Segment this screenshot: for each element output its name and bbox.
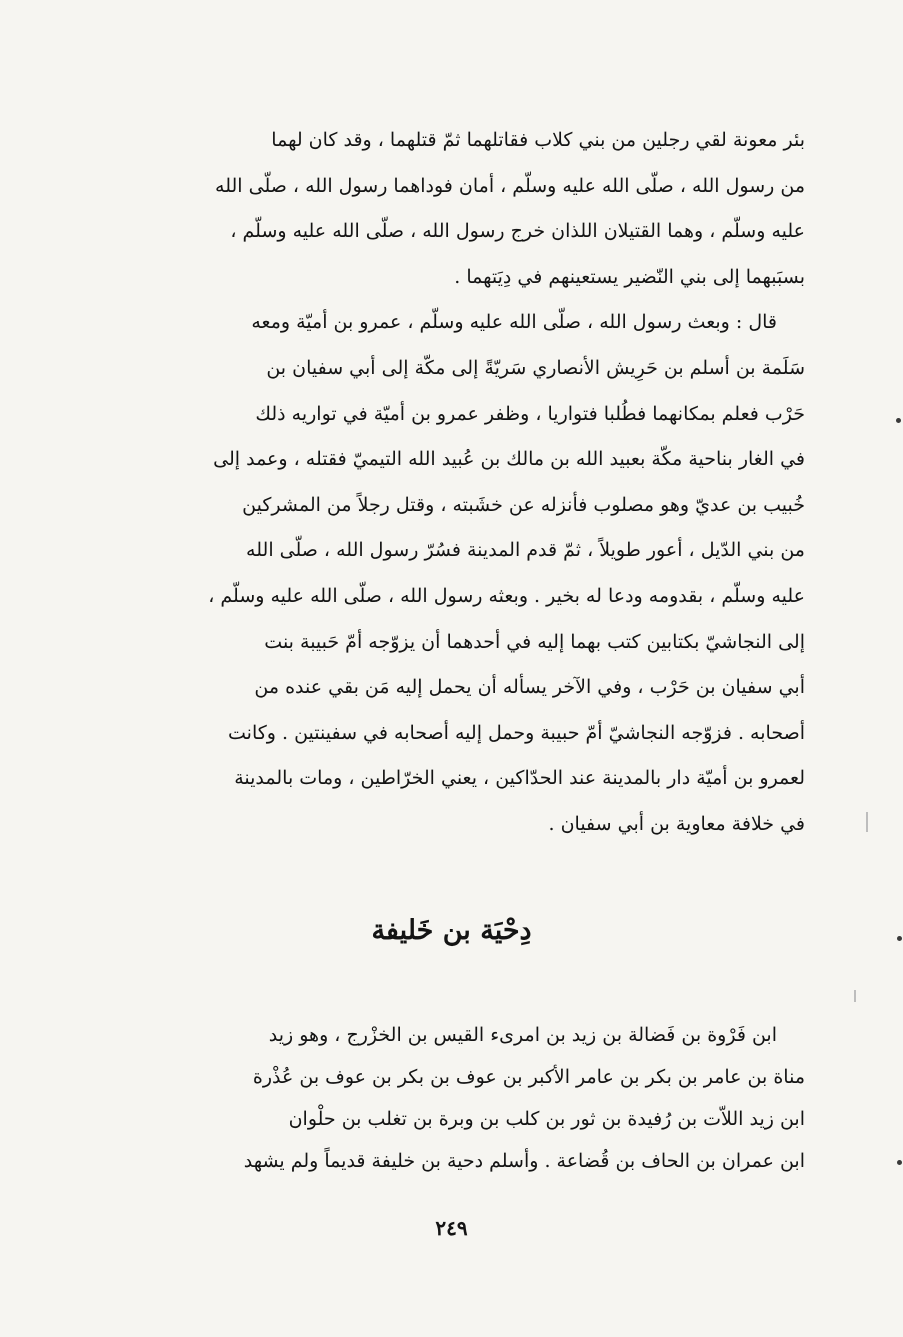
margin-mark	[897, 1160, 902, 1165]
text-line: عليه وسلّم ، بقدومه ودعا له بخير . وبعثه رسول الله ، صلّى الله عليه وسلّم ،	[208, 584, 805, 607]
scan-speck	[854, 990, 856, 1002]
paragraph-1	[105, 118, 805, 300]
text-line: ابن فَرْوة بن فَضالة بن زيد بن امرىء القيس بن الخزْرج ، وهو زيد	[268, 1024, 777, 1046]
text-line: أصحابه . فزوّجه النجاشيّ أمّ حبيبة وحمل إليه أصحابه في سفينتين . وكانت	[228, 721, 805, 744]
text-line: ابن عمران بن الحاف بن قُضاعة . وأسلم دحية بن خليفة قديماً ولم يشهد	[243, 1150, 805, 1172]
text-line: في خلافة معاوية بن أبي سفيان .	[548, 812, 805, 835]
paragraph-3	[105, 1014, 805, 1182]
page-number: ٢٤٩	[435, 1216, 468, 1240]
margin-mark	[897, 936, 902, 941]
margin-mark	[896, 418, 901, 423]
text-line: سَلَمة بن أسلم بن حَرِيش الأنصاري سَريّةً إلى مكّة إلى أبي سفيان بن	[266, 356, 805, 379]
text-line: من رسول الله ، صلّى الله عليه وسلّم ، أمان فوداهما رسول الله ، صلّى الله	[215, 174, 805, 197]
text-line: بسبَبهما إلى بني النّضير يستعينهم في دِيَتهما .	[454, 265, 805, 288]
scan-speck	[866, 812, 868, 832]
text-line: حَرْب فعلم بمكانهما فطُلبا فتواريا ، وظفر عمرو بن أميّة في تواريه ذلك	[255, 402, 805, 425]
text-line: لعمرو بن أميّة دار بالمدينة عند الحدّاكين ، يعني الخرّاطين ، ومات بالمدينة	[234, 767, 805, 790]
text-line: قال : وبعث رسول الله ، صلّى الله عليه وسلّم ، عمرو بن أميّة ومعه	[251, 311, 777, 334]
text-line: مناة بن عامر بن بكر بن عامر الأكبر بن عوف بن بكر بن عوف بن عُذْرة	[252, 1066, 805, 1088]
text-line: بئر معونة لقي رجلين من بني كلاب فقاتلهما ثمّ قتلهما ، وقد كان لهما	[271, 129, 805, 151]
section-heading: دِحْيَة بن خَليفة	[371, 915, 532, 946]
text-line: أبي سفيان بن حَرْب ، وفي الآخر يسأله أن يحمل إليه مَن بقي عنده من	[254, 676, 805, 699]
text-line: خُبيب بن عديّ وهو مصلوب فأنزله عن خشَبته ، وقتل رجلاً من المشركين	[242, 493, 805, 516]
text-line: عليه وسلّم ، وهما القتيلان اللذان خرج رسول الله ، صلّى الله عليه وسلّم ،	[230, 220, 805, 243]
text-line: ابن زيد اللاّت بن رُفيدة بن ثور بن كلب بن وبرة بن تغلب بن حلْوان	[288, 1108, 805, 1130]
main-text-block	[105, 118, 805, 848]
text-line: إلى النجاشيّ بكتابين كتب بهما إليه في أحدهما أن يزوّجه أمّ حَبيبة بنت	[264, 630, 805, 653]
paragraph-2	[105, 300, 805, 847]
text-line: من بني الدّيل ، أعور طويلاً ، ثمّ قدم المدينة فسُرّ رسول الله ، صلّى الله	[246, 539, 805, 562]
text-line: في الغار بناحية مكّة بعبيد الله بن مالك بن عُبيد الله التيميّ فقتله ، وعمد إلى	[213, 448, 805, 471]
section-text-block	[105, 1014, 805, 1182]
